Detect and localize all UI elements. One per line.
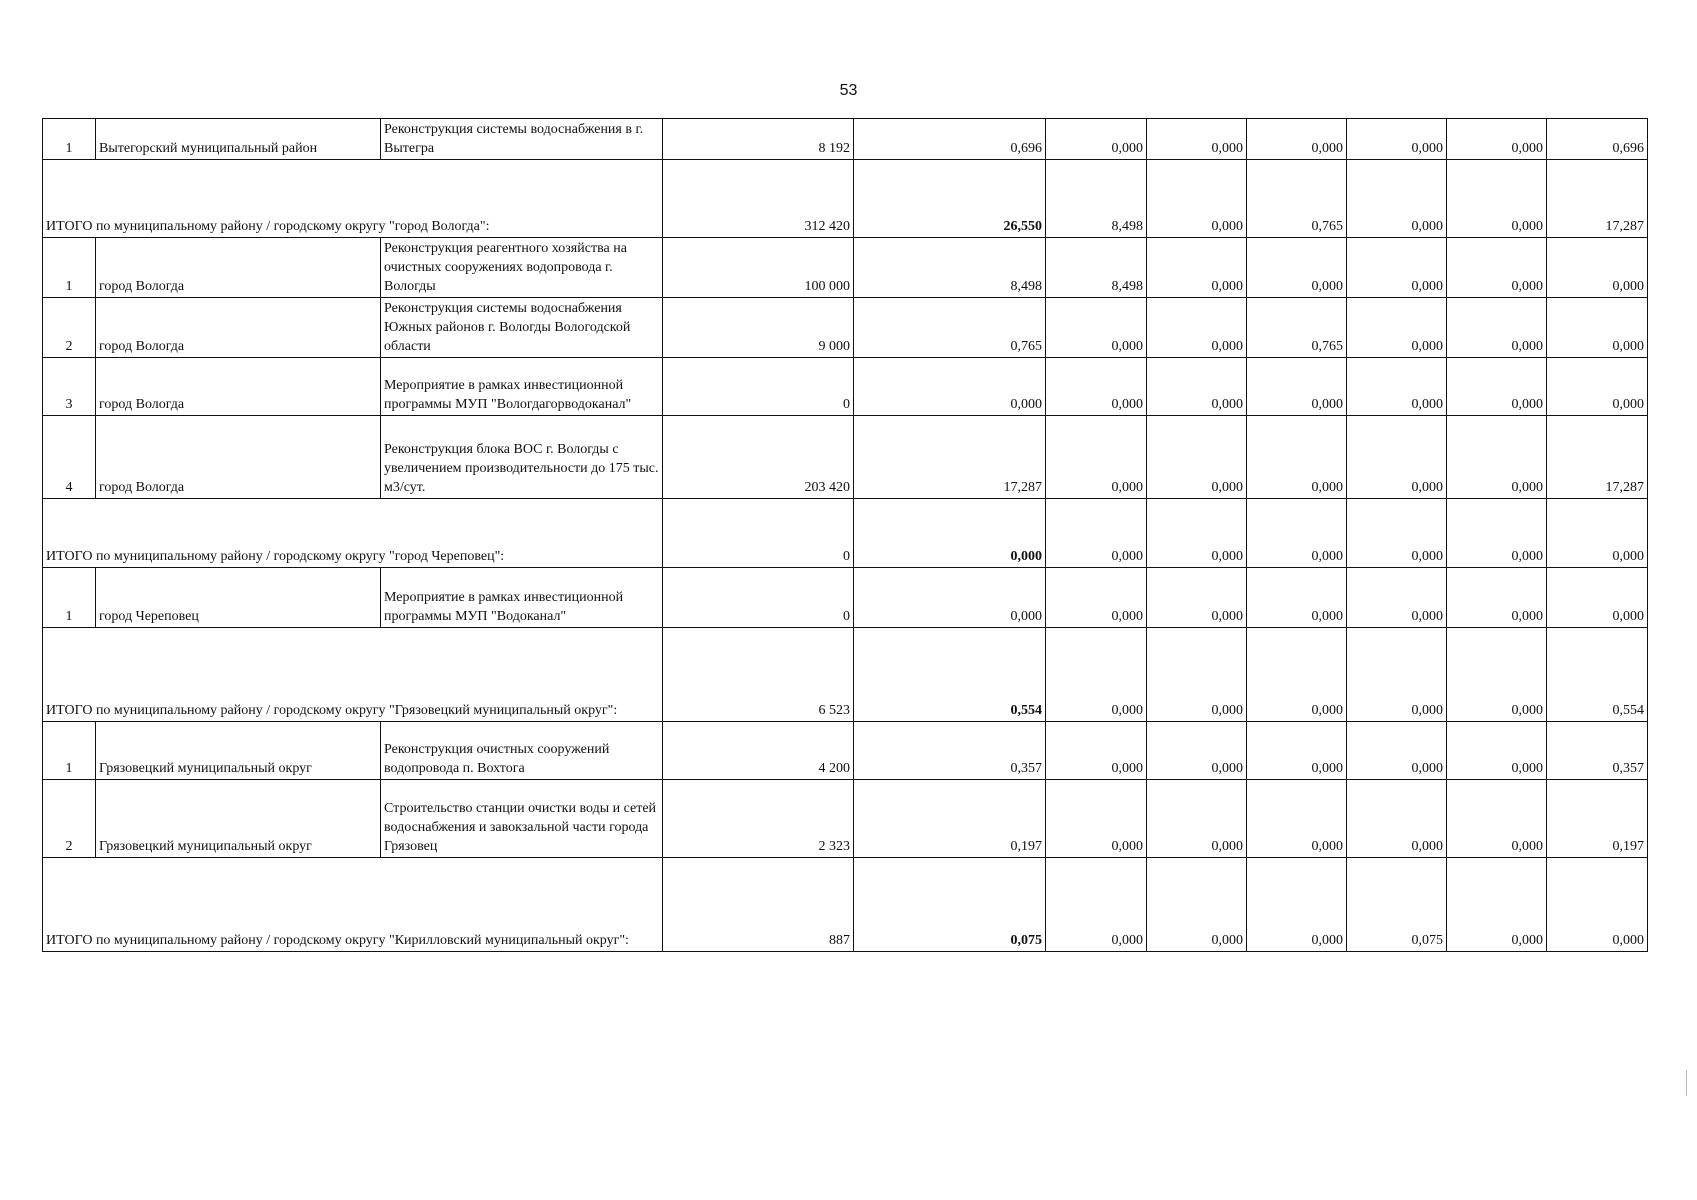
table-row xyxy=(43,780,1648,858)
row-number-cell: 3 xyxy=(43,358,96,416)
value-cell-2: 0,000 xyxy=(1147,160,1247,238)
project-cell: Реконструкция системы водоснабжения в г. Вытегра xyxy=(381,119,663,160)
value-cell-3: 0,000 xyxy=(1247,499,1347,568)
amount-cell: 17,287 xyxy=(854,416,1046,499)
value-cell-5: 0,000 xyxy=(1447,160,1547,238)
value-cell-5: 0,000 xyxy=(1447,780,1547,858)
amount-cell: 0,000 xyxy=(854,499,1046,568)
value-cell-3: 0,000 xyxy=(1247,358,1347,416)
subtotal-label: ИТОГО по муниципальному району / городскому округу "Грязовецкий муниципальный округ": xyxy=(43,628,663,722)
value-cell-2: 0,000 xyxy=(1147,238,1247,298)
amount-cell: 0,075 xyxy=(854,858,1046,952)
row-number-cell: 2 xyxy=(43,298,96,358)
value-cell-4: 0,000 xyxy=(1347,358,1447,416)
value-cell-2: 0,000 xyxy=(1147,358,1247,416)
value-cell-4: 0,000 xyxy=(1347,780,1447,858)
total-cost-cell: 6 523 xyxy=(663,628,854,722)
value-cell-3: 0,000 xyxy=(1247,722,1347,780)
value-cell-5: 0,000 xyxy=(1447,416,1547,499)
amount-cell: 26,550 xyxy=(854,160,1046,238)
value-cell-5: 0,000 xyxy=(1447,722,1547,780)
value-cell-1: 0,000 xyxy=(1046,628,1147,722)
value-cell-4: 0,000 xyxy=(1347,499,1447,568)
amount-cell: 0,000 xyxy=(854,358,1046,416)
value-cell-2: 0,000 xyxy=(1147,499,1247,568)
value-cell-2: 0,000 xyxy=(1147,416,1247,499)
amount-cell: 0,554 xyxy=(854,628,1046,722)
amount-cell: 0,197 xyxy=(854,780,1046,858)
table-row xyxy=(43,568,1648,628)
row-number-cell: 1 xyxy=(43,238,96,298)
table-body xyxy=(43,119,1648,952)
value-cell-4: 0,075 xyxy=(1347,858,1447,952)
value-cell-6: 17,287 xyxy=(1547,160,1648,238)
table-row xyxy=(43,416,1648,499)
municipality-cell: город Вологда xyxy=(96,358,381,416)
value-cell-3: 0,000 xyxy=(1247,780,1347,858)
project-cell: Строительство станции очистки воды и сетей водоснабжения и завокзальной части города Грязовец xyxy=(381,780,663,858)
municipality-cell: город Вологда xyxy=(96,416,381,499)
municipality-cell: Грязовецкий муниципальный округ xyxy=(96,780,381,858)
project-cell: Реконструкция очистных сооружений водопровода п. Вохтога xyxy=(381,722,663,780)
row-number-cell: 1 xyxy=(43,568,96,628)
value-cell-3: 0,000 xyxy=(1247,238,1347,298)
value-cell-1: 0,000 xyxy=(1046,358,1147,416)
value-cell-2: 0,000 xyxy=(1147,298,1247,358)
value-cell-5: 0,000 xyxy=(1447,358,1547,416)
value-cell-3: 0,000 xyxy=(1247,119,1347,160)
value-cell-1: 0,000 xyxy=(1046,780,1147,858)
value-cell-4: 0,000 xyxy=(1347,628,1447,722)
funding-table xyxy=(42,118,1648,952)
subtotal-label: ИТОГО по муниципальному району / городскому округу "Кирилловский муниципальный округ": xyxy=(43,858,663,952)
value-cell-3: 0,765 xyxy=(1247,160,1347,238)
page-number: 53 xyxy=(839,82,858,99)
value-cell-1: 0,000 xyxy=(1046,416,1147,499)
subtotal-label: ИТОГО по муниципальному району / городскому округу "город Череповец": xyxy=(43,499,663,568)
value-cell-4: 0,000 xyxy=(1347,568,1447,628)
value-cell-1: 8,498 xyxy=(1046,160,1147,238)
total-cost-cell: 4 200 xyxy=(663,722,854,780)
value-cell-6: 0,000 xyxy=(1547,499,1648,568)
row-number-cell: 1 xyxy=(43,119,96,160)
municipality-cell: город Череповец xyxy=(96,568,381,628)
value-cell-3: 0,000 xyxy=(1247,628,1347,722)
amount-cell: 8,498 xyxy=(854,238,1046,298)
subtotal-row xyxy=(43,628,1648,722)
total-cost-cell: 100 000 xyxy=(663,238,854,298)
value-cell-1: 0,000 xyxy=(1046,722,1147,780)
subtotal-row xyxy=(43,858,1648,952)
total-cost-cell: 887 xyxy=(663,858,854,952)
value-cell-3: 0,765 xyxy=(1247,298,1347,358)
table-row xyxy=(43,238,1648,298)
project-cell: Реконструкция блока ВОС г. Вологды с увеличением производительности до 175 тыс. м3/сут. xyxy=(381,416,663,499)
value-cell-6: 0,000 xyxy=(1547,358,1648,416)
value-cell-2: 0,000 xyxy=(1147,568,1247,628)
value-cell-1: 8,498 xyxy=(1046,238,1147,298)
value-cell-4: 0,000 xyxy=(1347,238,1447,298)
subtotal-row xyxy=(43,160,1648,238)
subtotal-row xyxy=(43,499,1648,568)
value-cell-5: 0,000 xyxy=(1447,298,1547,358)
subtotal-label: ИТОГО по муниципальному району / городскому округу "город Вологда": xyxy=(43,160,663,238)
value-cell-5: 0,000 xyxy=(1447,119,1547,160)
value-cell-6: 0,000 xyxy=(1547,568,1648,628)
value-cell-5: 0,000 xyxy=(1447,628,1547,722)
total-cost-cell: 0 xyxy=(663,499,854,568)
value-cell-6: 17,287 xyxy=(1547,416,1648,499)
row-number-cell: 2 xyxy=(43,780,96,858)
amount-cell: 0,357 xyxy=(854,722,1046,780)
table-row xyxy=(43,119,1648,160)
value-cell-6: 0,696 xyxy=(1547,119,1648,160)
value-cell-6: 0,000 xyxy=(1547,238,1648,298)
value-cell-2: 0,000 xyxy=(1147,119,1247,160)
total-cost-cell: 2 323 xyxy=(663,780,854,858)
value-cell-6: 0,000 xyxy=(1547,858,1648,952)
table-row xyxy=(43,358,1648,416)
value-cell-4: 0,000 xyxy=(1347,119,1447,160)
value-cell-2: 0,000 xyxy=(1147,628,1247,722)
value-cell-5: 0,000 xyxy=(1447,568,1547,628)
amount-cell: 0,765 xyxy=(854,298,1046,358)
value-cell-3: 0,000 xyxy=(1247,416,1347,499)
total-cost-cell: 8 192 xyxy=(663,119,854,160)
total-cost-cell: 312 420 xyxy=(663,160,854,238)
total-cost-cell: 0 xyxy=(663,568,854,628)
amount-cell: 0,696 xyxy=(854,119,1046,160)
value-cell-6: 0,554 xyxy=(1547,628,1648,722)
amount-cell: 0,000 xyxy=(854,568,1046,628)
row-number-cell: 4 xyxy=(43,416,96,499)
municipality-cell: Грязовецкий муниципальный округ xyxy=(96,722,381,780)
project-cell: Реконструкция системы водоснабжения Южных районов г. Вологды Вологодской области xyxy=(381,298,663,358)
project-cell: Мероприятие в рамках инвестиционной программы МУП "Водоканал" xyxy=(381,568,663,628)
table-row xyxy=(43,722,1648,780)
value-cell-1: 0,000 xyxy=(1046,858,1147,952)
value-cell-4: 0,000 xyxy=(1347,298,1447,358)
value-cell-3: 0,000 xyxy=(1247,858,1347,952)
value-cell-5: 0,000 xyxy=(1447,238,1547,298)
value-cell-2: 0,000 xyxy=(1147,858,1247,952)
table-row xyxy=(43,298,1648,358)
value-cell-4: 0,000 xyxy=(1347,160,1447,238)
value-cell-2: 0,000 xyxy=(1147,780,1247,858)
value-cell-3: 0,000 xyxy=(1247,568,1347,628)
project-cell: Реконструкция реагентного хозяйства на очистных сооружениях водопровода г. Вологды xyxy=(381,238,663,298)
value-cell-1: 0,000 xyxy=(1046,499,1147,568)
value-cell-5: 0,000 xyxy=(1447,858,1547,952)
value-cell-2: 0,000 xyxy=(1147,722,1247,780)
scan-edge-mark xyxy=(1686,1070,1691,1096)
municipality-cell: город Вологда xyxy=(96,298,381,358)
row-number-cell: 1 xyxy=(43,722,96,780)
value-cell-1: 0,000 xyxy=(1046,298,1147,358)
project-cell: Мероприятие в рамках инвестиционной программы МУП "Вологдагорводоканал" xyxy=(381,358,663,416)
value-cell-1: 0,000 xyxy=(1046,568,1147,628)
total-cost-cell: 9 000 xyxy=(663,298,854,358)
municipality-cell: Вытегорский муниципальный район xyxy=(96,119,381,160)
value-cell-5: 0,000 xyxy=(1447,499,1547,568)
value-cell-1: 0,000 xyxy=(1046,119,1147,160)
total-cost-cell: 203 420 xyxy=(663,416,854,499)
value-cell-4: 0,000 xyxy=(1347,722,1447,780)
value-cell-6: 0,197 xyxy=(1547,780,1648,858)
value-cell-6: 0,000 xyxy=(1547,298,1648,358)
total-cost-cell: 0 xyxy=(663,358,854,416)
value-cell-4: 0,000 xyxy=(1347,416,1447,499)
municipality-cell: город Вологда xyxy=(96,238,381,298)
value-cell-6: 0,357 xyxy=(1547,722,1648,780)
